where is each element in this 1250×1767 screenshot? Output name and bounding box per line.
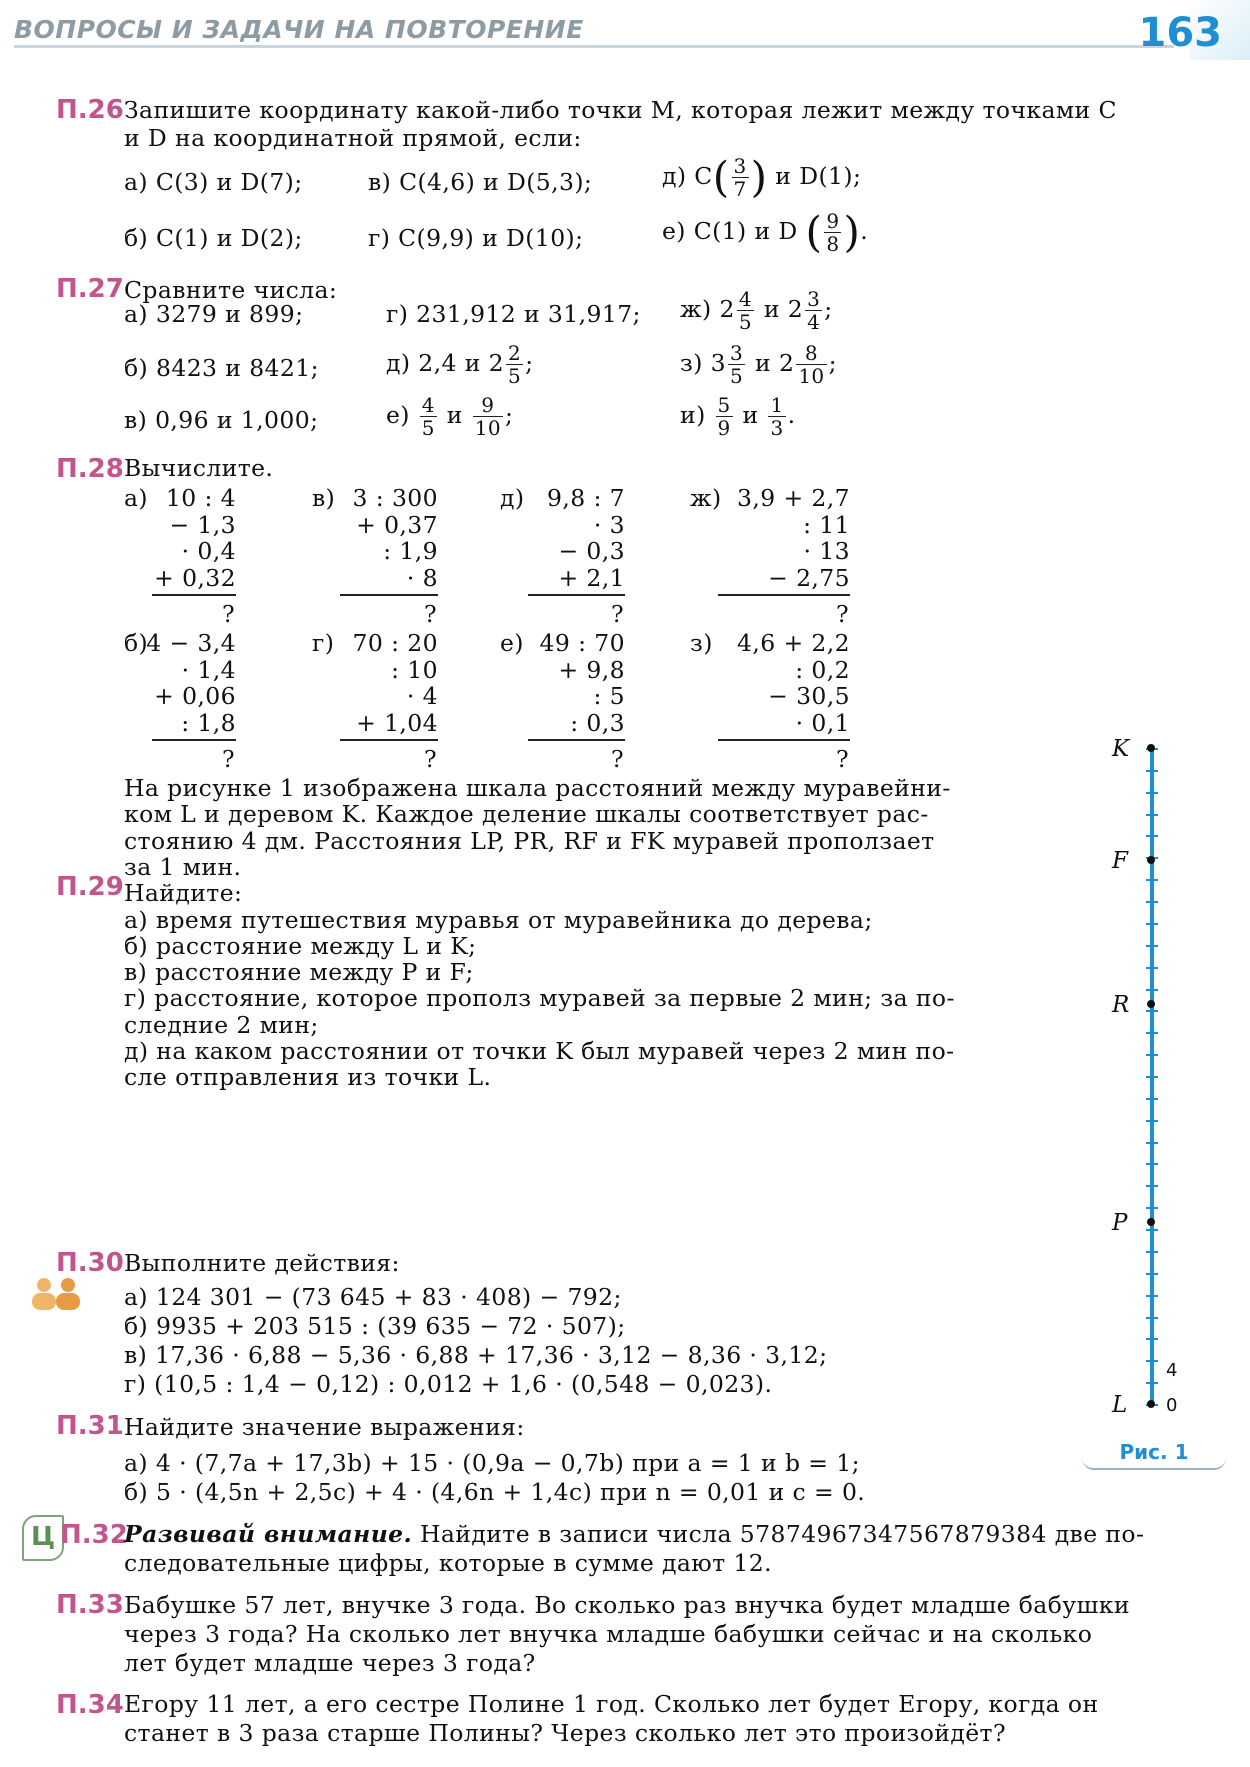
scale-tick [1146,1010,1158,1012]
p26-item-v: в) C(4,6) и D(5,3); [368,168,593,196]
problem-label-28: П.28 [56,454,124,484]
p28-chain-step: · 4 [406,682,438,710]
p28-chain-step: 9,8 : 7 [547,484,625,512]
p30-line-g: г) (10,5 : 1,4 − 0,12) : 0,012 + 1,6 · (0,548 − 0,023). [124,1370,773,1398]
scale-label-r: R [1112,992,1130,1018]
p29-line: за 1 мин. [124,852,242,881]
scale-label-f: F [1112,848,1128,874]
p27-item-i: и) $\frac{5}{9}$ и $\frac{1}{3}$ . [680,393,796,440]
scale-tick [1146,1163,1158,1165]
p28-chain-rule [528,739,625,741]
scale-tick [1146,989,1158,991]
p26-e-prefix: е) C(1) и D [662,217,798,245]
p28-chain-letter: в) [312,484,336,512]
p28-chain-step: + 0,06 [154,682,236,710]
fraction: $\frac{9}{8}$ [826,209,840,256]
p28-chain-result: ? [836,745,849,773]
scale-tick [1146,1360,1158,1362]
p28-chain-result: ? [222,745,235,773]
problem-label-31: П.31 [56,1411,124,1441]
scale-tick [1146,945,1158,947]
p26-item-b: б) C(1) и D(2); [124,224,303,252]
p28-chain-step: : 1,8 [181,708,236,737]
p30-line-b: б) 9935 + 203 515 : (39 635 − 72 · 507); [124,1312,626,1340]
scale-tick [1146,1382,1158,1384]
scale-tick [1146,1098,1158,1100]
p28-chain-step: : 5 [593,682,625,710]
p30-line-a: а) 124 301 − (73 645 + 83 · 408) − 792; [124,1283,622,1311]
problem-label-33: П.33 [56,1590,124,1620]
problem-label-30: П.30 [56,1248,124,1278]
p33-line-3: лет будет младше через 3 года? [124,1649,536,1677]
p28-chain-step: + 9,8 [558,655,625,684]
p31-intro: Найдите значение выражения: [124,1413,525,1441]
p31-line-b: б) 5 · (4,5n + 2,5c) + 4 · (4,6n + 1,4c) при n = 0,01 и c = 0. [124,1478,866,1506]
p28-intro: Вычислите. [124,454,274,482]
header-rule [14,45,1174,48]
problem-label-26: П.26 [56,95,124,125]
p28-chain-step: − 1,3 [169,510,236,539]
p29-line: б) расстояние между L и K; [124,931,477,960]
scale-tick [1146,835,1158,837]
p28-chain-letter: б) [124,629,149,657]
p28-chain-rule [340,594,438,596]
p28-chain-step: 4 − 3,4 [146,629,236,657]
page-number: 163 [1138,10,1222,56]
p27-item-zh: ж) 2 $\frac{4}{5}$ и 2 $\frac{3}{4}$ ; [680,287,833,334]
p28-chain-rule [340,739,438,741]
scale-tick [1146,901,1158,903]
p26-d-prefix: д) C [662,162,713,190]
scale-tick [1146,923,1158,925]
p28-chain-result: ? [222,600,235,628]
p28-chain-step: 49 : 70 [539,629,625,657]
p28-chain-result: ? [611,745,624,773]
scale-point-f [1147,856,1155,864]
p26-item-a: а) C(3) и D(7); [124,168,303,196]
p30-line-v: в) 17,36 · 6,88 − 5,36 · 6,88 + 17,36 · 3,12 − 8,36 · 3,12; [124,1341,828,1369]
p32-line-1 [124,1520,1144,1550]
p28-chain-step: − 0,3 [558,537,625,565]
p28-chain-step: · 8 [406,563,438,592]
p32-line-1-rest: Найдите в записи числа 57874967347567879384 две по- [420,1520,1145,1548]
p29-line: г) расстояние, которое прополз муравей за первые 2 мин; за по- [124,984,955,1013]
scale-label-k: K [1112,736,1130,762]
p28-chain-step: · 1,4 [181,655,236,684]
p28-chain-rule [152,594,236,596]
p33-line-2: через 3 года? На сколько лет внучка младше бабушки сейчас и на сколько [124,1620,1093,1648]
p26-line-1: Запишите координату какой-либо точки M, которая лежит между точками C [124,96,1117,124]
p26-item-g: г) C(9,9) и D(10); [368,224,584,252]
p28-chain-step: + 0,32 [154,563,236,592]
p28-chain-letter: е) [500,629,524,657]
p27-item-b: б) 8423 и 8421; [124,354,319,382]
p26-d-suffix: и D(1); [775,162,862,190]
p29-line: д) на каком расстоянии от точки K был муравей через 2 мин по- [124,1037,955,1065]
p29-line: в) расстояние между P и F; [124,958,474,987]
p28-chain-letter: ж) [690,484,722,512]
problem-label-32: П.32 [60,1520,128,1550]
scale-tick [1146,1032,1158,1034]
p28-chain-result: ? [611,600,624,628]
p28-chain-step: · 0,1 [795,708,850,737]
p28-chain-step: + 1,04 [356,708,438,737]
p29-line: а) время путешествия муравья от муравейника до дерева; [124,905,873,934]
p26-item-d: д) C( $\frac{3}{7}$ ) и D(1); [662,152,862,202]
scale-tick [1146,1338,1158,1340]
p28-chain-step: : 1,9 [383,537,438,565]
p28-chain-step: : 10 [391,655,438,684]
pair-work-icon [26,1276,88,1310]
problem-label-34: П.34 [56,1690,124,1720]
scale-point-l [1147,1400,1155,1408]
scale-tick [1146,1185,1158,1187]
scale-label-l: L [1112,1392,1128,1418]
p29-line: На рисунке 1 изображена шкала расстояний между муравейни- [124,774,951,802]
scale-point-k [1147,744,1155,752]
p28-chain-rule [718,594,850,596]
scale-value-0: 0 [1166,1395,1178,1416]
p27-intro: Сравните числа: [124,276,338,304]
p28-chain-result: ? [424,745,437,773]
scale-tick [1146,1142,1158,1144]
p27-item-a: а) 3279 и 899; [124,300,304,328]
p29-line: сле отправления из точки L. [124,1063,492,1092]
p27-item-v: в) 0,96 и 1,000; [124,406,319,434]
figure-caption: Рис. 1 [1082,1440,1226,1470]
p28-chain-step: · 13 [803,537,850,565]
problem-label-29: П.29 [56,872,124,902]
p26-line-2: и D на координатной прямой, если: [124,124,582,152]
running-header: ВОПРОСЫ И ЗАДАЧИ НА ПОВТОРЕНИЕ [14,15,584,44]
scale-tick [1146,1120,1158,1122]
scale-tick [1146,1207,1158,1209]
p28-chain-step: 10 : 4 [165,484,236,512]
scale-value-4: 4 [1166,1360,1178,1381]
scale-tick [1146,967,1158,969]
p31-line-a: а) 4 · (7,7a + 17,3b) + 15 · (0,9a − 0,7b) при a = 1 и b = 1; [124,1449,860,1477]
scale-tick [1146,1054,1158,1056]
fraction: $\frac{3}{7}$ [733,154,747,201]
p27-item-z: з) 3 $\frac{3}{5}$ и 2 $\frac{8}{10}$ ; [680,341,837,388]
p28-chain-step: 3,9 + 2,7 [737,484,850,512]
p28-chain-rule [152,739,236,741]
p28-chain-step: : 0,3 [570,708,625,737]
scale-tick [1146,1251,1158,1253]
p29-line: ком L и деревом K. Каждое деление шкалы соответствует рас- [124,800,929,829]
p28-chain-rule [528,594,625,596]
p28-chain-step: : 0,2 [795,655,850,684]
p28-chain-step: 70 : 20 [352,629,438,657]
scale-tick [1146,770,1158,772]
p28-chain-step: − 30,5 [768,682,850,710]
scale-tick [1146,1273,1158,1275]
scale-tick [1146,814,1158,816]
p28-chain-step: 3 : 300 [352,484,438,512]
scale-tick [1146,1076,1158,1078]
scale-label-p: P [1112,1210,1128,1236]
attention-badge: Ц [22,1515,64,1561]
p34-line-1: Егору 11 лет, а его сестре Полине 1 год. Сколько лет будет Егору, когда он [124,1690,1099,1718]
p32-emphasis: Развивай внимание. [124,1520,413,1548]
p26-e-suffix: . [860,217,869,245]
scale-tick [1146,1295,1158,1297]
p27-item-g: г) 231,912 и 31,917; [386,300,641,328]
p28-chain-step: · 0,4 [181,537,236,565]
p27-item-e: е) $\frac{4}{5}$ и $\frac{9}{10}$ ; [386,393,514,440]
scale-point-p [1147,1218,1155,1226]
p28-chain-result: ? [836,600,849,628]
p30-intro: Выполните действия: [124,1249,400,1277]
p29-line: стоянию 4 дм. Расстояния LP, PR, RF и FK муравей проползает [124,826,935,855]
p28-chain-letter: а) [124,484,148,512]
p29-line: следние 2 мин; [124,1010,319,1039]
p28-chain-step: : 11 [803,510,850,539]
p28-chain-letter: з) [690,629,713,657]
p28-chain-step: + 2,1 [558,563,625,592]
p27-item-d: д) 2,4 и 2 $\frac{2}{5}$ ; [386,341,534,388]
p28-chain-letter: г) [312,629,335,657]
scale-point-r [1147,1000,1155,1008]
p33-line-1: Бабушке 57 лет, внучке 3 года. Во сколько раз внучка будет младше бабушки [124,1591,1130,1619]
p32-line-2: следовательные цифры, которые в сумме дают 12. [124,1549,773,1577]
scale-tick [1146,1229,1158,1231]
p28-chain-rule [718,739,850,741]
scale-tick [1146,792,1158,794]
p28-chain-step: − 2,75 [768,563,850,592]
scale-tick [1146,1317,1158,1319]
scale-tick [1146,879,1158,881]
p28-chain-letter: д) [500,484,525,512]
p28-chain-step: 4,6 + 2,2 [737,629,850,657]
problem-label-27: П.27 [56,274,124,304]
p29-line: Найдите: [124,879,243,908]
p28-chain-step: + 0,37 [356,510,438,539]
p28-chain-result: ? [424,600,437,628]
p34-line-2: станет в 3 раза старше Полины? Через сколько лет это произойдёт? [124,1719,1006,1747]
p28-chain-step: · 3 [593,510,625,539]
p26-item-e: е) C(1) и D ( $\frac{9}{8}$ ). [662,207,869,257]
